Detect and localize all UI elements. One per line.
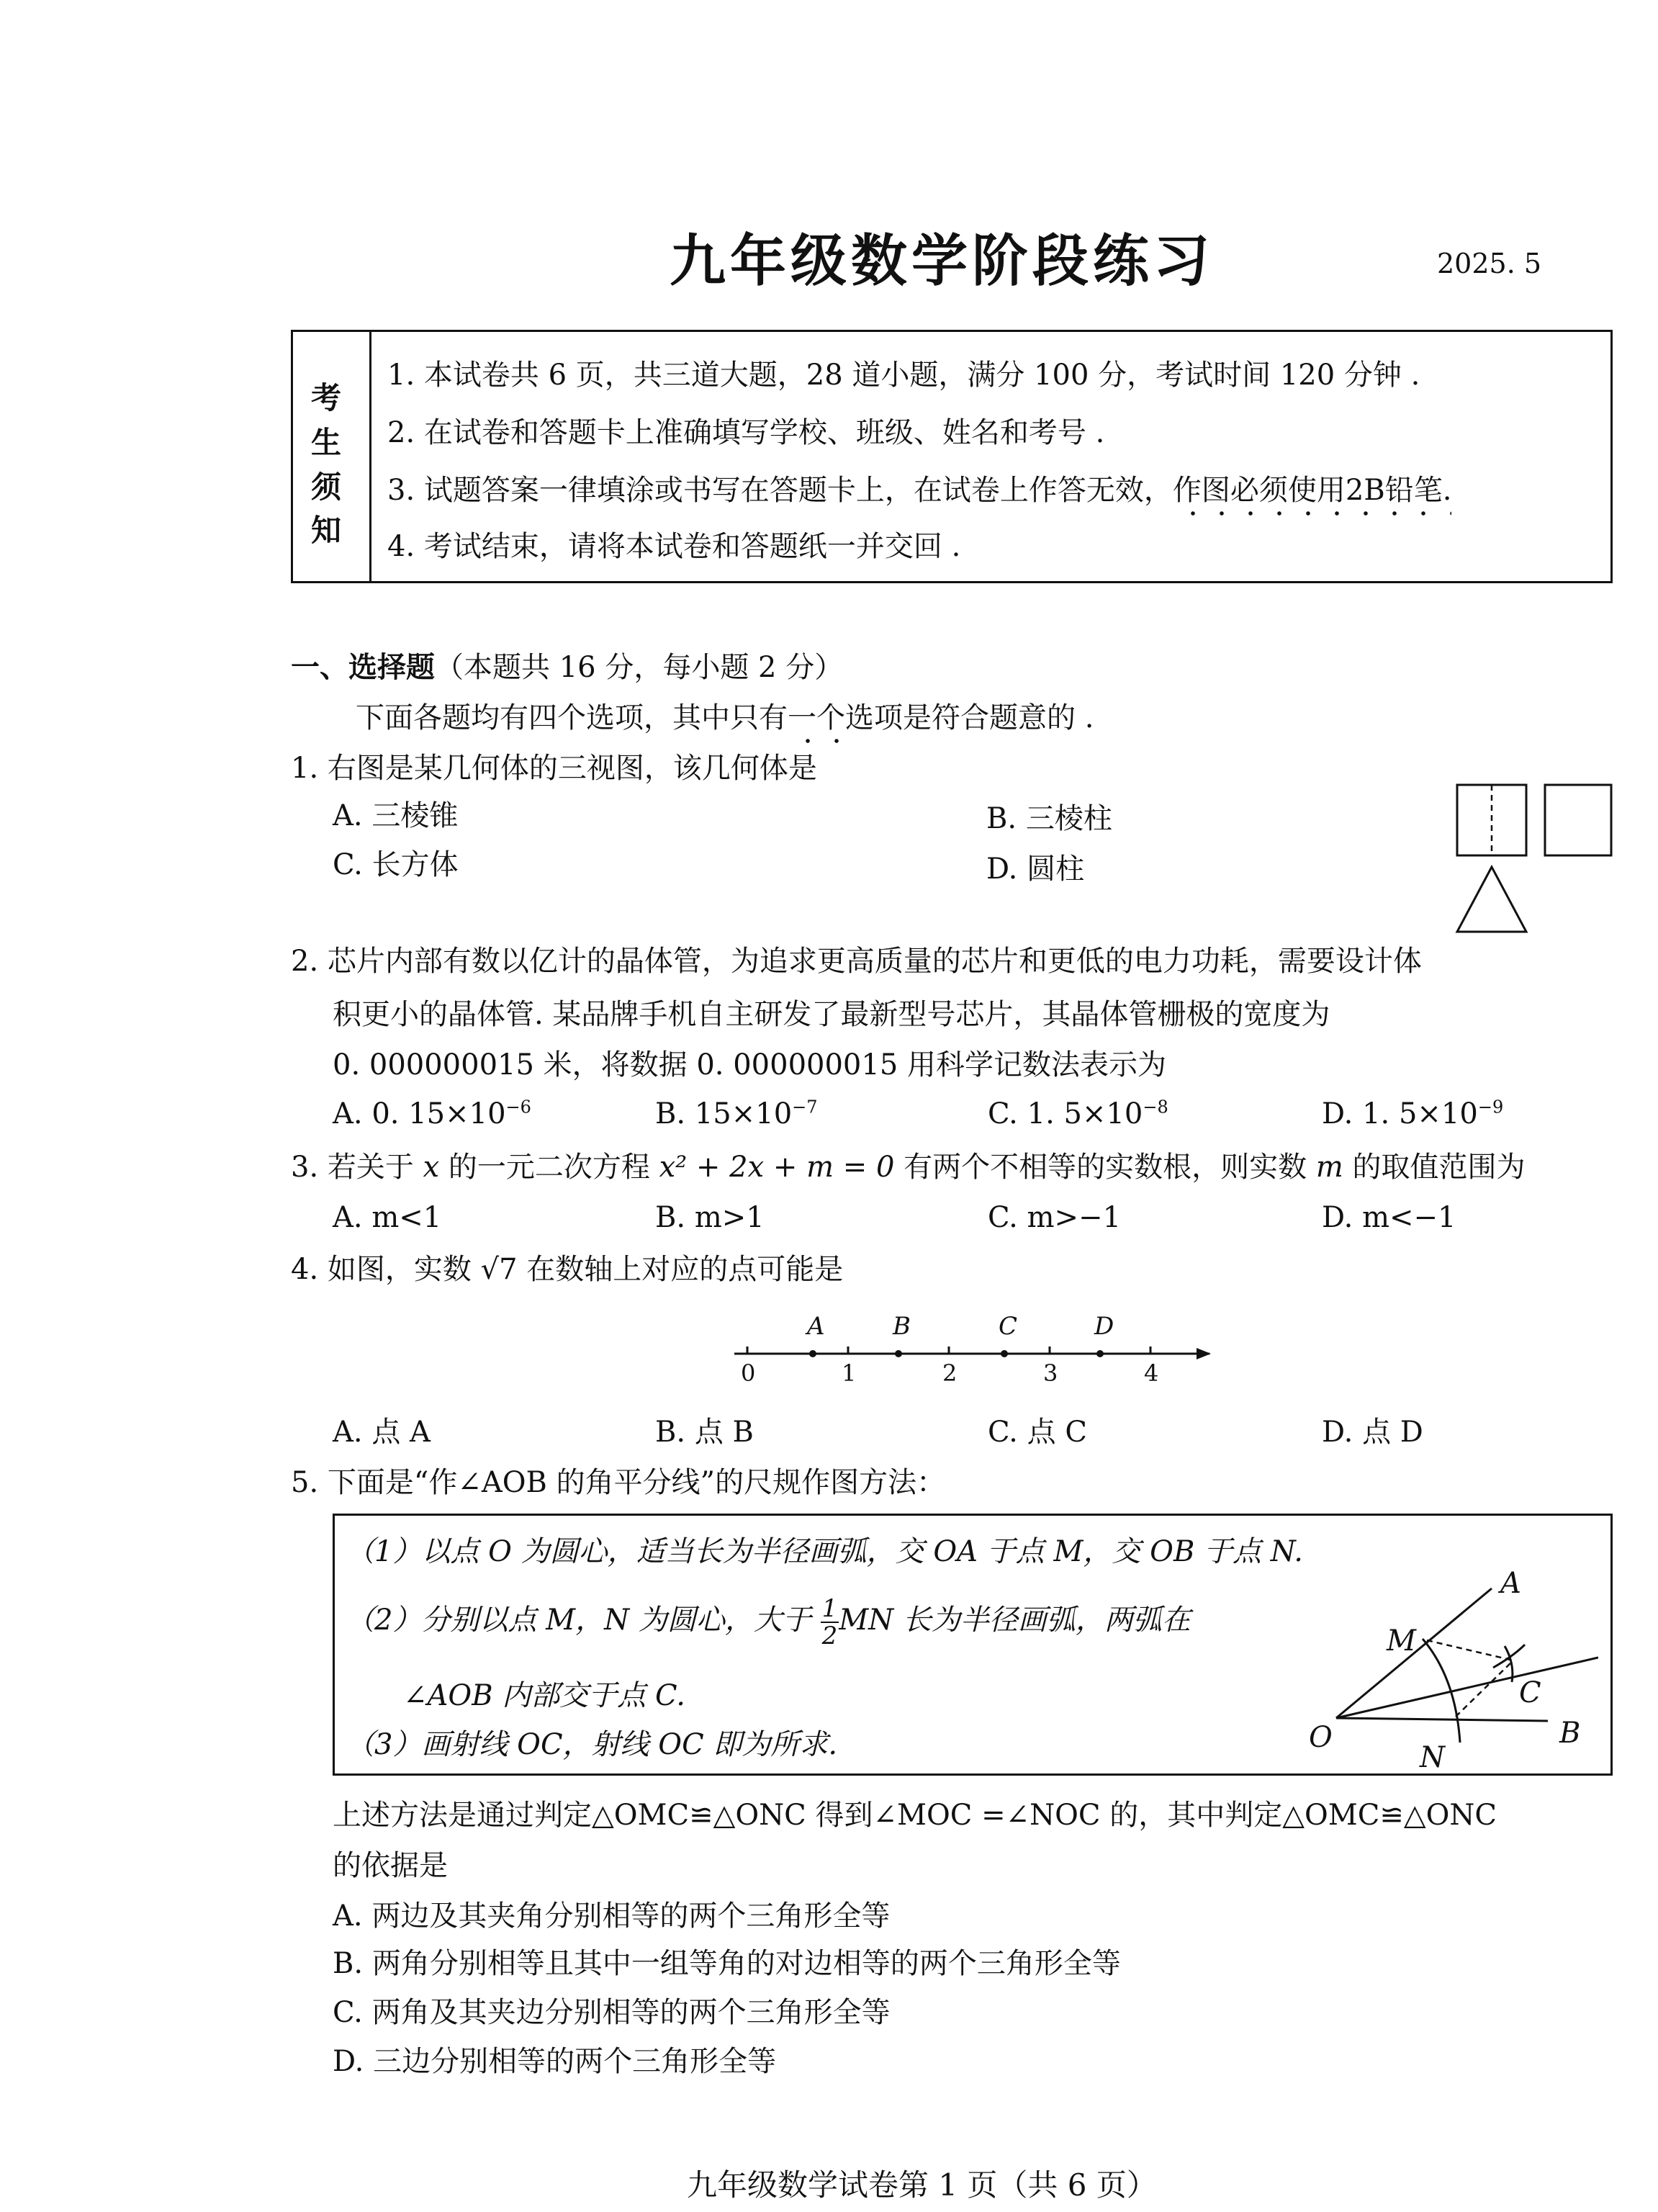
top-view-triangle — [1457, 867, 1526, 932]
notice-item-3-emphasis: 作图必须使用2B铅笔. — [1172, 474, 1452, 507]
q3-stem-part: 有两个不相等的实数根，则实数 — [894, 1151, 1316, 1184]
q1-option-c: C. 长方体 — [333, 848, 459, 881]
q5-after-2: 的依据是 — [333, 1849, 448, 1882]
option-base: 15×10 — [694, 1097, 793, 1130]
q3-stem-part: 的一元二次方程 — [439, 1151, 659, 1184]
three-view-figure — [1447, 778, 1620, 943]
q5-step-1: （1）以点 O 为圆心，适当长为半径画弧，交 OA 于点 M，交 OB 于点 N. — [346, 1535, 1303, 1568]
number-line-point-label: A — [807, 1312, 825, 1341]
q5-option-c: C. 两角及其夹边分别相等的两个三角形全等 — [333, 1996, 891, 2029]
q2-option-c — [988, 1096, 1168, 1132]
label-b: B — [1559, 1717, 1581, 1750]
number-line-point — [1096, 1350, 1104, 1357]
notice-side-char: 知 — [311, 513, 342, 548]
q5-step-2-part: MN 长为半径画弧，两弧在 — [839, 1604, 1191, 1637]
q4-option-b: B. 点 B — [655, 1416, 754, 1449]
q4-radical: √7 — [480, 1253, 518, 1286]
q5-option-d: D. 三边分别相等的两个三角形全等 — [333, 2045, 777, 2078]
fraction-denominator: 2 — [821, 1622, 838, 1650]
q5-step-2-cont: ∠AOB 内部交于点 C. — [403, 1679, 685, 1712]
notice-side-char: 须 — [311, 469, 342, 505]
q3-stem — [291, 1149, 1526, 1185]
q3-equation: x² + 2x + m = 0 — [659, 1151, 895, 1184]
notice-item-3 — [387, 472, 1451, 508]
q4-option-a: A. 点 A — [333, 1416, 431, 1449]
number-line-tick-label: 3 — [1043, 1359, 1058, 1387]
number-line-tick-label: 0 — [741, 1359, 756, 1387]
q2-line-1: 2. 芯片内部有数以亿计的晶体管，为追求更高质量的芯片和更低的电力功耗，需要设计体 — [291, 945, 1422, 978]
number-line-tick-label: 2 — [942, 1359, 958, 1387]
ray-ob — [1336, 1718, 1548, 1721]
option-exp: −7 — [792, 1097, 818, 1118]
number-line-point — [1001, 1350, 1008, 1357]
q5-option-b: B. 两角分别相等且其中一组等角的对边相等的两个三角形全等 — [333, 1947, 1121, 1980]
q4-stem-part: 4. 如图，实数 — [291, 1253, 481, 1286]
option-exp: −8 — [1143, 1097, 1168, 1118]
q1-option-a: A. 三棱锥 — [333, 799, 459, 832]
number-line-point — [809, 1350, 816, 1357]
option-base: 1. 5×10 — [1362, 1097, 1478, 1130]
q2-line-2: 积更小的晶体管. 某品牌手机自主研发了最新型号芯片，其晶体管栅极的宽度为 — [333, 998, 1330, 1031]
q5-option-a: A. 两边及其夹角分别相等的两个三角形全等 — [333, 1899, 891, 1933]
q3-option-b: B. m>1 — [655, 1201, 765, 1234]
option-exp: −9 — [1477, 1097, 1504, 1118]
number-line-arrow — [1197, 1348, 1211, 1359]
q5-step-2 — [346, 1596, 1191, 1649]
label-o: O — [1309, 1721, 1333, 1754]
label-c: C — [1519, 1676, 1541, 1709]
page-footer: 九年级数学试卷第 1 页（共 6 页） — [687, 2167, 1157, 2203]
label-n: N — [1420, 1741, 1445, 1774]
section-title: 一、选择题 — [291, 651, 435, 684]
notice-item-3-text: 3. 试题答案一律填涂或书写在答题卡上，在试卷上作答无效， — [387, 474, 1173, 507]
option-base: 1. 5×10 — [1027, 1097, 1143, 1130]
q5-stem: 5. 下面是“作∠AOB 的角平分线”的尺规作图方法： — [291, 1466, 946, 1499]
q5-step-3: （3）画射线 OC，射线 OC 即为所求. — [346, 1728, 838, 1761]
instruction-emphasis: 一个 — [788, 701, 845, 734]
page-title: 九年级数学阶段练习 — [670, 229, 1215, 294]
option-label: A. — [333, 1097, 363, 1130]
q1-option-d: D. 圆柱 — [986, 853, 1085, 886]
label-a: A — [1500, 1567, 1521, 1600]
q3-option-a: A. m<1 — [333, 1201, 442, 1234]
label-m: M — [1387, 1624, 1416, 1658]
notice-item-4: 4. 考试结束，请将本试卷和答题纸一并交回 . — [387, 530, 961, 563]
option-label: D. — [1322, 1097, 1353, 1130]
side-view — [1545, 785, 1611, 855]
number-line-point — [895, 1350, 902, 1357]
section-instruction — [356, 700, 1094, 736]
number-line-point-label: B — [893, 1312, 911, 1341]
exam-date: 2025. 5 — [1437, 248, 1542, 279]
q3-stem-part: 3. 若关于 — [291, 1151, 423, 1184]
q4-stem — [291, 1251, 843, 1287]
instruction-suffix: 选项是符合题意的 . — [845, 701, 1094, 734]
q4-stem-part: 在数轴上对应的点可能是 — [517, 1253, 844, 1286]
q5-after-1: 上述方法是通过判定△OMC≌△ONC 得到∠MOC =∠NOC 的，其中判定△OMC≌△ONC — [333, 1799, 1497, 1832]
number-line-figure — [727, 1303, 1231, 1390]
q4-option-d: D. 点 D — [1322, 1416, 1423, 1449]
notice-item-1: 1. 本试卷共 6 页，共三道大题，28 道小题，满分 100 分，考试时间 120 分钟 . — [387, 359, 1420, 392]
number-line-tick-label: 1 — [842, 1359, 857, 1387]
q3-option-c: C. m>−1 — [988, 1201, 1122, 1234]
notice-item-2: 2. 在试卷和答题卡上准确填写学校、班级、姓名和考号 . — [387, 416, 1105, 449]
section-heading — [291, 649, 843, 685]
notice-side-char: 生 — [311, 425, 342, 460]
fraction-half — [821, 1596, 839, 1649]
q3-var-m: m — [1315, 1151, 1343, 1184]
notice-side-char: 考 — [311, 380, 342, 415]
option-base: 0. 15×10 — [371, 1097, 506, 1130]
number-line-point-label: C — [999, 1312, 1018, 1341]
angle-bisector-figure — [1296, 1555, 1598, 1771]
section-note: （本题共 16 分，每小题 2 分） — [435, 651, 844, 684]
option-exp: −6 — [505, 1097, 531, 1118]
q3-stem-part: 的取值范围为 — [1343, 1151, 1526, 1184]
segment-mc — [1427, 1640, 1513, 1660]
q3-option-d: D. m<−1 — [1322, 1201, 1456, 1234]
instruction-prefix: 下面各题均有四个选项，其中只有 — [356, 701, 788, 734]
q3-var-x: x — [423, 1151, 440, 1184]
fraction-numerator: 1 — [821, 1594, 838, 1623]
q1-stem: 1. 右图是某几何体的三视图，该几何体是 — [291, 752, 817, 785]
q2-option-d — [1322, 1096, 1503, 1132]
q2-option-a — [333, 1096, 531, 1132]
q2-option-b — [655, 1096, 818, 1132]
q1-option-b: B. 三棱柱 — [986, 802, 1112, 835]
option-label: B. — [655, 1097, 686, 1130]
number-line-tick-label: 4 — [1144, 1359, 1159, 1387]
q4-option-c: C. 点 C — [988, 1416, 1087, 1449]
q2-line-3: 0. 000000015 米，将数据 0. 000000015 用科学记数法表示为 — [333, 1048, 1166, 1082]
option-label: C. — [988, 1097, 1018, 1130]
number-line-point-label: D — [1094, 1312, 1114, 1341]
q5-step-2-part: （2）分别以点 M，N 为圆心，大于 — [346, 1604, 811, 1637]
ray-oc — [1336, 1658, 1598, 1718]
